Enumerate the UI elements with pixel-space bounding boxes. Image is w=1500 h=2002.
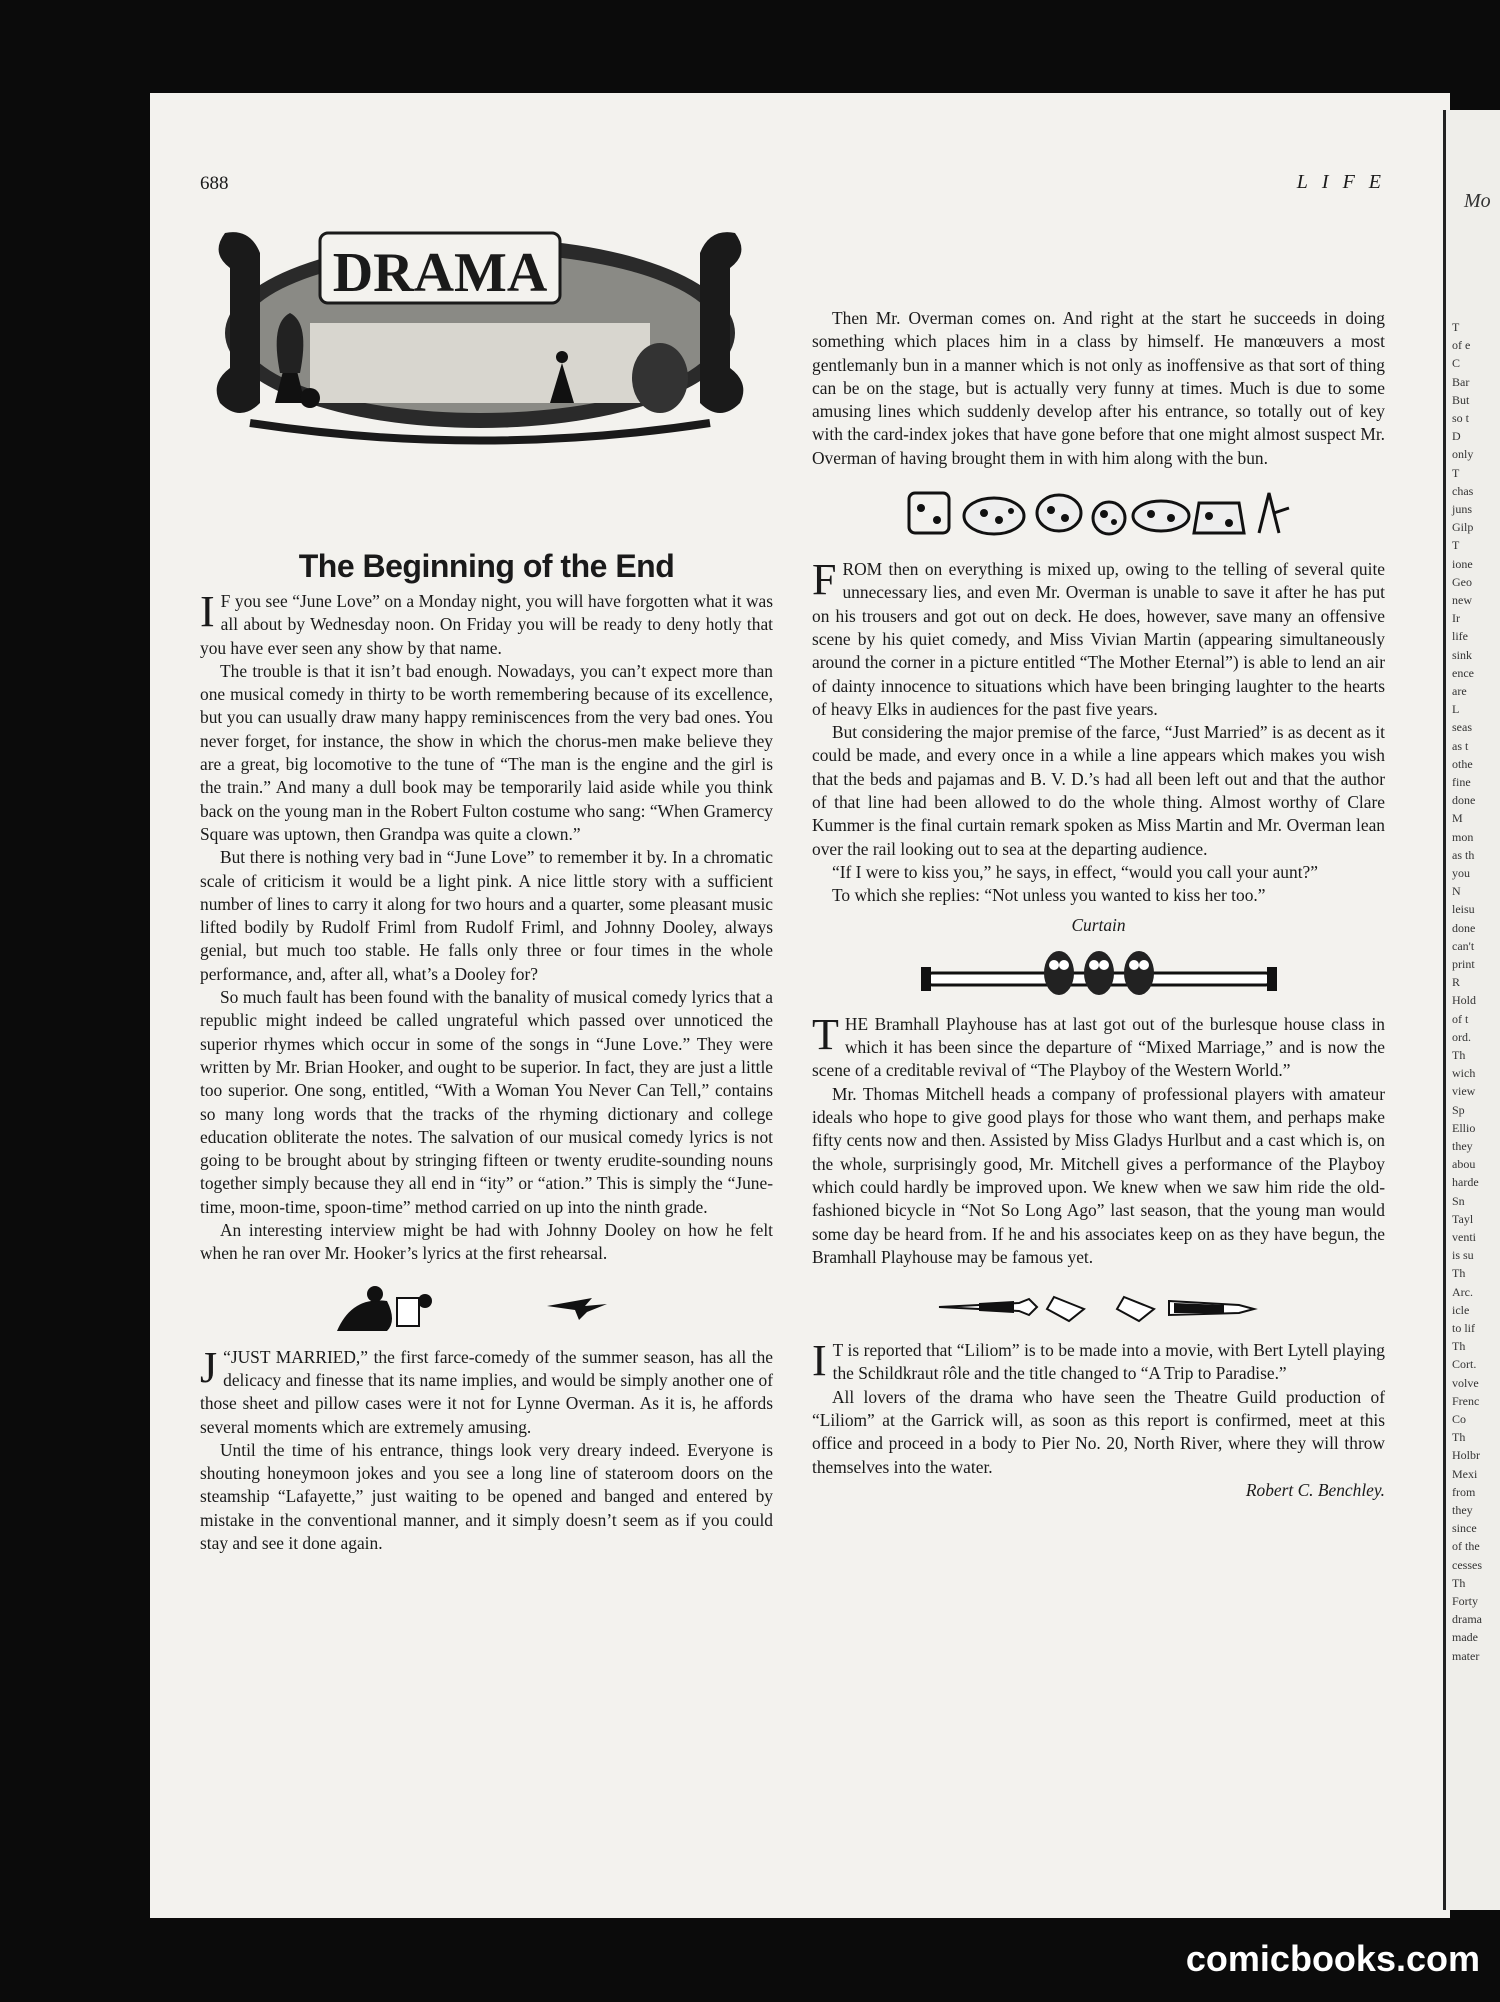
- adjacent-page-fragment: ord.: [1452, 1029, 1471, 1044]
- adjacent-page-fragment: done: [1452, 793, 1476, 808]
- adjacent-page-fragment: Frenc: [1452, 1393, 1480, 1408]
- paragraph: Mr. Thomas Mitchell heads a company of professional players with amateur ideals who hope to give good plays for those who want them, and perhaps make fifty cents now and then. Assisted by Miss Gladys Hurlbut and a cast which is, on the whole, surprisingly good, Mr. Mitchell gives a performance of the Playboy which could hardly be improved upon. We knew when we saw him ride the old-fashioned bicycle in “Not So Long Ago” last season, that the young man would some day be heard from. If he and his associates keep on as they have begun, the Bramhall Playhouse may be famous yet.: [812, 1083, 1385, 1267]
- adjacent-page-fragment: mon: [1452, 829, 1474, 844]
- magazine-page: [150, 93, 1450, 1918]
- adjacent-page-fragment: T: [1452, 465, 1460, 480]
- adjacent-page-fragment: Sp: [1452, 1102, 1465, 1117]
- adjacent-page-fragment: ence: [1452, 665, 1474, 680]
- adjacent-page-fragment: chas: [1452, 483, 1474, 498]
- adjacent-page-fragment: mater: [1452, 1648, 1480, 1663]
- drop-cap: I: [812, 1336, 827, 1386]
- vignette-illustration: [317, 1276, 657, 1338]
- author-signature: Robert C. Benchley.: [1245, 1479, 1385, 1500]
- adjacent-page-fragment: drama: [1452, 1612, 1482, 1627]
- adjacent-page-fragment: so t: [1452, 411, 1470, 425]
- adjacent-page-fragment: only: [1452, 447, 1474, 462]
- paragraph: T is reported that “Liliom” is to be made into a movie, with Bert Lytell playing the Schildkraut rôle and the title changed to “A Trip to Paradise.”: [832, 1340, 1385, 1384]
- watermark: comicbooks.com: [1185, 1938, 1480, 1979]
- adjacent-page-fragment: of e: [1452, 338, 1471, 353]
- adjacent-page-fragment: Arc.: [1452, 1284, 1473, 1299]
- paragraph: So much fault has been found with the banality of musical comedy lyrics that a republic might indeed be called ungrateful which passed over unnoticed the superior rhymes which occur in some of the songs in “June Love.” They were written by Mr. Brian Hooker, and ought to be superior. In fact, they are just a little too superior. One song, entitled, “With a Woman You Never Can Tell,” contains so many long words that the tracks of the rhyming dictionary and college education obliterate the notes. The salvation of our musical comedy lyrics is not going to be brought about by stringing fifteen or twenty erudite-sounding nouns together simply because they all end in “ity” or “ation.” This is simply the “June-time, moon-time, spoon-time” method carried on up into the ninth grade.: [200, 987, 773, 1217]
- adjacent-page-fragment: Ir: [1452, 611, 1460, 626]
- adjacent-page-fragment: is su: [1452, 1248, 1474, 1263]
- page-number: 688: [200, 173, 229, 194]
- adjacent-page-fragment: Ellio: [1452, 1120, 1476, 1135]
- drop-cap: J: [200, 1342, 218, 1392]
- adjacent-page-fragment: made: [1452, 1630, 1478, 1645]
- adjacent-page-fragment: from: [1452, 1484, 1476, 1499]
- adjacent-page-fragment: they: [1452, 1503, 1473, 1517]
- adjacent-page-fragment: Th: [1452, 1266, 1466, 1281]
- adjacent-page-fragment: as t: [1452, 738, 1469, 753]
- paragraph: “JUST MARRIED,” the first farce-comedy of the summer season, has all the delicacy and finesse that its name implies, and would be simply another one of those sheet and pillow cases were it not for Lynne Overman. As it is, he affords several moments which are extremely amusing.: [200, 1346, 773, 1437]
- adjacent-page-fragment: Holbr: [1452, 1448, 1480, 1463]
- paragraph: But there is nothing very bad in “June Love” to remember it by. In a chromatic scale of criticism it would be a light pink. A nice little story with a sufficient number of lines to carry it along for two hours and a quarter, some pleasant music lifted bodily by Rudolf Friml from Rudolf Friml, and Johnny Dooley, always genial, but much too stable. He falls only three or four times in the whole performance, and, after all, what’s a Dooley for?: [200, 847, 773, 984]
- paragraph: To which she replies: “Not unless you wanted to kiss her too.”: [832, 885, 1266, 906]
- adjacent-page-fragment: harde: [1452, 1175, 1479, 1190]
- adjacent-page-fragment: since: [1452, 1521, 1477, 1536]
- adjacent-page-fragment: venti: [1452, 1230, 1476, 1244]
- drop-cap: F: [812, 555, 837, 605]
- adjacent-page-fragment: fine: [1452, 775, 1471, 789]
- paragraph: But considering the major premise of the farce, “Just Married” is as decent as it could be made, and every once in a while a line appears which makes you wish that the beds and pajamas and B. V. D.’s had all been left out and that the author of that line had been allowed to do the whole thing. Almost worthy of Clare Kummer is the final curtain remark spoken as Miss Martin and Mr. Overman lean over the rail looking out to sea at the departing audience.: [812, 722, 1385, 859]
- paragraph: “If I were to kiss you,” he says, in effect, “would you call your aunt?”: [832, 861, 1318, 882]
- adjacent-page-fragment: done: [1452, 920, 1476, 935]
- curtain-label: Curtain: [1071, 914, 1126, 935]
- adjacent-page-fragment: Forty: [1452, 1594, 1479, 1608]
- owls-on-bar-ornament-icon: [909, 943, 1289, 1003]
- paragraph: The trouble is that it isn’t bad enough. Nowadays, you can’t expect more than one musical comedy in thirty to be worth remembering because of its excellence, but you can usually draw many happy reminiscences from the very bad ones. You never forget, for instance, the show in which the chorus-men make believe they are a great, big locomotive to the tune of “The man is the engine and the girl is the train.” And many a dull book may be temporarily laid aside while you think back on the young man in the Robert Fulton costume who sang: “When Gramercy Square was uptown, then Grandpa was quite a clown.”: [200, 660, 773, 844]
- adjacent-page-fragment: Th: [1452, 1575, 1466, 1590]
- adjacent-page-fragment: leisu: [1452, 902, 1475, 917]
- adjacent-page-fragment: they: [1452, 1139, 1473, 1153]
- adjacent-page-fragment: seas: [1452, 720, 1472, 735]
- adjacent-page-fragment: volve: [1452, 1375, 1479, 1390]
- adjacent-page-fragment: new: [1452, 593, 1472, 607]
- adjacent-page-fragment: T: [1452, 538, 1460, 553]
- adjacent-page-fragment: M: [1452, 811, 1463, 826]
- adjacent-page-fragment: D: [1452, 429, 1461, 444]
- adjacent-page-edge: [1443, 110, 1500, 1910]
- adjacent-page-fragment: Sn: [1452, 1193, 1465, 1208]
- adjacent-page-fragment: wich: [1452, 1066, 1476, 1081]
- banner-title: DRAMA: [332, 242, 548, 304]
- adjacent-page-fragment: othe: [1452, 756, 1473, 771]
- paragraph: ROM then on everything is mixed up, owing to the telling of several quite unnecessary lies, and even Mr. Overman is unable to save it after he has put on his trousers and got out on deck. He does, however, save many an offensive scene by his quiet comedy, and Miss Vivian Martin (appearing simultaneously around the corner in a picture entitled “The Mother Eternal”) is able to lend an air of dainty innocence to situations which have been bringing laughter to the hearts of heavy Elks in audiences for the past five years.: [812, 559, 1385, 719]
- adjacent-page-header: Mo: [1464, 190, 1491, 212]
- adjacent-page-fragment: are: [1452, 684, 1467, 698]
- adjacent-page-fragment: Geo: [1452, 574, 1472, 589]
- adjacent-page-fragment: sink: [1452, 647, 1473, 662]
- adjacent-page-fragment: N: [1452, 884, 1461, 899]
- adjacent-page-fragment: as th: [1452, 847, 1475, 862]
- adjacent-page-fragment: of t: [1452, 1011, 1469, 1026]
- spotted-creatures-ornament-icon: [899, 478, 1299, 548]
- adjacent-page-fragment: Gilp: [1452, 520, 1474, 535]
- adjacent-page-fragment: can't: [1452, 938, 1475, 953]
- adjacent-page-fragment: life: [1452, 629, 1468, 644]
- adjacent-page-fragment: abou: [1452, 1157, 1476, 1172]
- adjacent-page-fragment: Co: [1452, 1412, 1467, 1426]
- adjacent-page-fragment: cesses: [1452, 1557, 1482, 1572]
- paragraph: Until the time of his entrance, things look very dreary indeed. Everyone is shouting honeymoon jokes and you see a long line of stateroom doors on the steamship “Lafayette,” just waiting to be opened and banged and entered by mistake in the conventional manner, and it simply doesn’t seem as if you could stay and see it done again.: [200, 1439, 773, 1553]
- adjacent-page-fragment: Th: [1452, 1048, 1466, 1062]
- adjacent-page-fragment: to lif: [1452, 1321, 1475, 1335]
- drama-banner-illustration: [190, 173, 770, 453]
- adjacent-page-fragment: C: [1452, 356, 1461, 371]
- adjacent-page-fragment: But: [1452, 392, 1470, 407]
- paragraph: All lovers of the drama who have seen the Theatre Guild production of “Liliom” at the Garrick will, as soon as this report is confirmed, meet at this office and proceed in a body to Pier No. 20, North River, where they will throw themselves into the water.: [812, 1386, 1385, 1477]
- adjacent-page-fragment: icle: [1452, 1302, 1470, 1317]
- adjacent-page-fragment: Th: [1452, 1430, 1466, 1445]
- adjacent-page-fragment: Th: [1452, 1339, 1466, 1354]
- adjacent-page-fragment: L: [1452, 702, 1460, 717]
- article-headline: The Beginning of the End: [298, 548, 675, 584]
- paragraph: Then Mr. Overman comes on. And right at the start he succeeds in doing something which places him in a class by himself. He manœuvers a most gentlemanly bun in a manner which is not only as inoffensive as that sort of thing can be on the stage, but is actually very funny at times. Much is due to some amusing lines which suddenly develop after his entrance, so totally out of key with the card-index jokes that have gone before that one might almost suspect Mr. Overman of having brought them in with him along with the bun.: [812, 308, 1385, 468]
- adjacent-page-fragment: of the: [1452, 1539, 1480, 1554]
- adjacent-page-fragment: T: [1452, 320, 1460, 334]
- paragraph: An interesting interview might be had with Johnny Dooley on how he felt when he ran over Mr. Hooker’s lyrics at the first rehearsal.: [200, 1220, 773, 1264]
- tools-ornament-icon: [919, 1279, 1279, 1329]
- adjacent-page-fragment: print: [1452, 957, 1475, 971]
- adjacent-page-fragment: juns: [1452, 502, 1473, 516]
- adjacent-page-fragment: Mexi: [1452, 1466, 1478, 1481]
- adjacent-page-fragment: Bar: [1452, 374, 1470, 389]
- adjacent-page-fragment: R: [1452, 975, 1461, 990]
- adjacent-page-fragment: Cort.: [1452, 1357, 1477, 1372]
- right-column: [812, 307, 1385, 1502]
- adjacent-page-fragment: Hold: [1452, 993, 1476, 1008]
- paragraph: F you see “June Love” on a Monday night, you will have forgotten what it was all about by Wednesday noon. On Friday you will be ready to deny hotly that you have ever seen any show by that name.: [200, 591, 773, 658]
- left-column: [200, 587, 773, 1555]
- drop-cap: T: [812, 1009, 839, 1059]
- adjacent-page-fragment: view: [1452, 1084, 1476, 1099]
- adjacent-page-fragment: Tayl: [1452, 1211, 1474, 1226]
- adjacent-page-fragment: ione: [1452, 556, 1473, 571]
- paragraph: HE Bramhall Playhouse has at last got out of the burlesque house class in which it has been since the departure of “Mixed Marriage,” and is now the scene of a creditable revival of “The Playboy of the Western World.”: [812, 1013, 1385, 1081]
- drop-cap: I: [200, 587, 215, 636]
- running-head: LIFE: [1296, 171, 1395, 193]
- adjacent-page-fragment: you: [1452, 866, 1470, 880]
